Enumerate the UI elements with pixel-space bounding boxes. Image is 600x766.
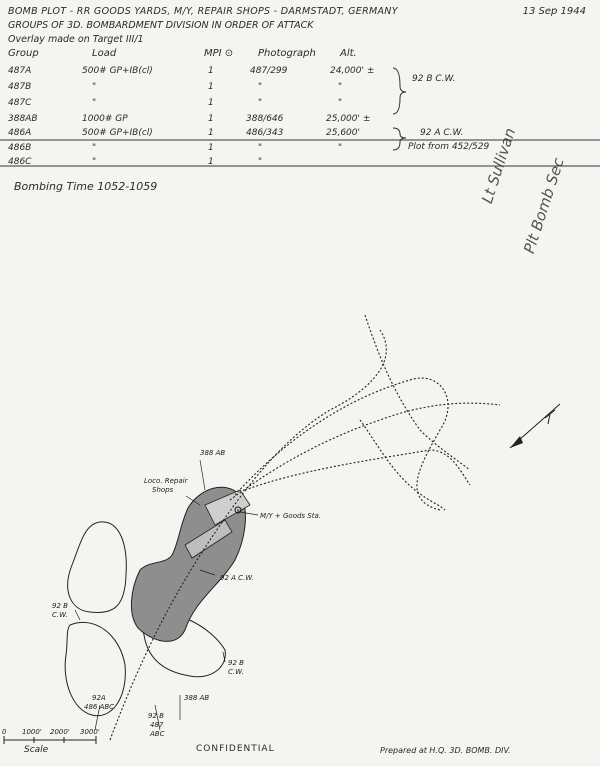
cell-alt: 25,600': [326, 128, 360, 138]
cell-mpi: 1: [208, 128, 214, 138]
label-my-goods: M/Y + Goods Sta.: [260, 512, 321, 520]
bomb-pattern-92b: [68, 522, 127, 613]
label-388ab-bottom: 388 AB: [184, 694, 210, 702]
cell-load: 500# GP+IB(cl): [82, 66, 153, 76]
cell-load: ": [92, 157, 97, 167]
scale-label: Scale: [24, 745, 49, 755]
cell-photo: 388/646: [246, 114, 284, 124]
cell-group: 486A: [8, 128, 32, 138]
cell-group: 487B: [8, 82, 32, 92]
cell-photo: ": [258, 82, 263, 92]
cell-alt: ": [338, 143, 343, 153]
cell-group: 487C: [8, 98, 32, 108]
label-92a-bottom: 92A: [92, 694, 106, 702]
mpi-dot: [237, 509, 239, 511]
label-92b-bottom: 92 B: [148, 712, 164, 720]
cell-load: 500# GP+IB(cl): [82, 128, 153, 138]
cell-alt: 25,000' ±: [326, 114, 371, 124]
cell-load: 1000# GP: [82, 114, 128, 124]
cell-alt: ": [338, 82, 343, 92]
col-photo-header: Photograph: [258, 48, 316, 59]
label-487-abc: ABC: [150, 730, 165, 738]
col-group-header: Group: [8, 48, 39, 59]
cell-group: 486B: [8, 143, 32, 153]
document-date: 13 Sep 1944: [522, 6, 586, 17]
bracket-label-92a: 92 A C.W.: [420, 128, 464, 138]
label-92b-cw: C.W.: [52, 611, 68, 619]
cell-load: ": [92, 82, 97, 92]
label-92b-south: 92 B: [228, 659, 244, 667]
pencil-signature-line1: Lt Sullivan: [478, 125, 520, 206]
cell-load: ": [92, 143, 97, 153]
pencil-signature-line2: Plt Bomb Sec: [520, 155, 568, 256]
cell-alt: ": [338, 98, 343, 108]
cell-photo: ": [258, 98, 263, 108]
cell-photo: 487/299: [250, 66, 288, 76]
cell-alt: 24,000' ±: [330, 66, 375, 76]
cell-photo: ": [258, 143, 263, 153]
label-486abc: 486 ABC: [84, 703, 115, 711]
cell-group: 486C: [8, 157, 32, 167]
cell-mpi: 1: [208, 157, 214, 167]
cell-load: ": [92, 98, 97, 108]
col-alt-header: Alt.: [340, 48, 357, 59]
page-title: BOMB PLOT - RR GOODS YARDS, M/Y, REPAIR SHOPS - DARMSTADT, GERMANY: [8, 6, 398, 17]
cell-mpi: 1: [208, 143, 214, 153]
north-mark-icon: [545, 410, 555, 424]
railway-lines: [110, 315, 500, 740]
bracket-92a: [393, 128, 406, 150]
classification: CONFIDENTIAL: [196, 744, 275, 754]
col-mpi-header: MPI ⊙: [204, 48, 234, 59]
label-388ab: 388 AB: [200, 449, 226, 457]
col-load-header: Load: [92, 48, 117, 59]
plot-note: Plot from 452/529: [408, 142, 490, 152]
scale-bar: [4, 736, 96, 744]
label-92b: 92 B: [52, 602, 68, 610]
cell-group: 388AB: [8, 114, 38, 124]
cell-photo: ": [258, 157, 263, 167]
cell-photo: 486/343: [246, 128, 284, 138]
bombing-time: Bombing Time 1052-1059: [14, 180, 158, 193]
cell-mpi: 1: [208, 98, 214, 108]
cell-mpi: 1: [208, 66, 214, 76]
cell-mpi: 1: [208, 114, 214, 124]
scale-tick-2000: 2000': [50, 728, 70, 736]
cell-group: 487A: [8, 66, 32, 76]
label-loco-repair: Loco. Repair: [144, 477, 188, 485]
label-92a-cw: 92 A C.W.: [220, 574, 254, 582]
subtitle: GROUPS OF 3D. BOMBARDMENT DIVISION IN ORDER OF ATTACK: [8, 20, 314, 31]
scale-tick-0: 0: [2, 728, 7, 736]
scale-tick-3000: 3000': [80, 728, 100, 736]
label-487: 487: [150, 721, 164, 729]
bracket-label-92b: 92 B C.W.: [412, 74, 456, 84]
label-92b-south-cw: C.W.: [228, 668, 244, 676]
label-shops: Shops: [152, 486, 174, 494]
scale-tick-1000: 1000': [22, 728, 42, 736]
overlay-note: Overlay made on Target III/1: [8, 34, 144, 45]
bracket-92b: [393, 68, 406, 114]
prepared-by: Prepared at H.Q. 3D. BOMB. DIV.: [380, 746, 511, 755]
cell-mpi: 1: [208, 82, 214, 92]
